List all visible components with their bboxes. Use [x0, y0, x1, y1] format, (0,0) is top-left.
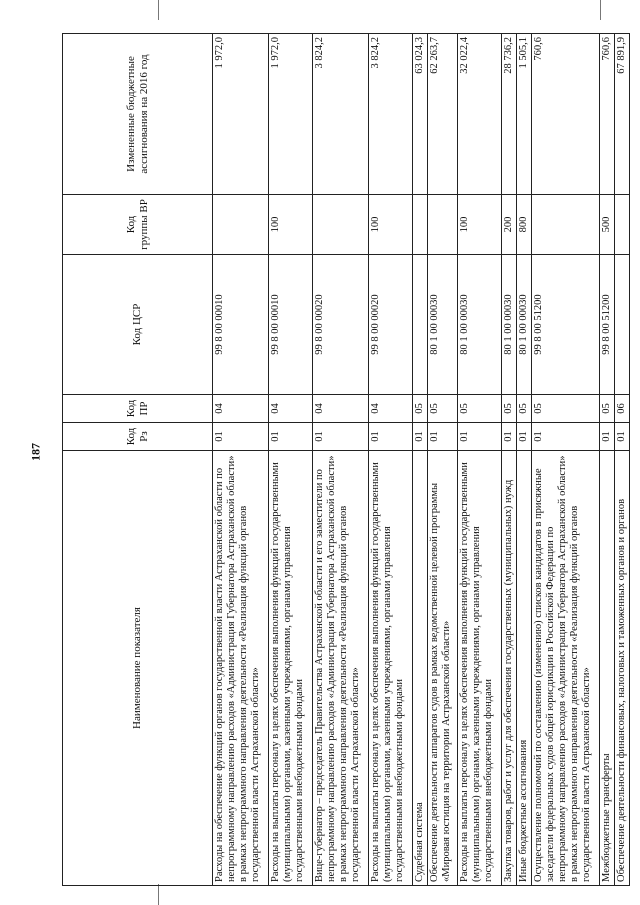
row-indicator-name: Расходы на выплаты персоналу в целях обеспечения выполнения функций государственными (муниципальными) органами, казенными учреждениями, органами управления государственными внебюджетными фондами [269, 451, 313, 886]
row-pr-code: 05 [458, 395, 502, 423]
row-csr-code: 99 8 00 51200 [532, 255, 600, 395]
row-indicator-name: Иные бюджетные ассигнования [517, 451, 532, 886]
table-row [458, 34, 502, 886]
row-pr-code: 05 [413, 395, 428, 423]
row-csr-code: 80 1 00 00030 [458, 255, 502, 395]
table-row [428, 34, 458, 886]
row-rz-code: 01 [369, 423, 413, 451]
row-vr-code [615, 195, 630, 255]
row-indicator-name: Вице-губернатор – председатель Правительства Астраханской области и его заместители по непрограммному направлению расходов «Администрация Губернатора Астраханской области» в рамках непрограммного направления деятельности «Реализация функций органов государственной власти Астраханской области» [313, 451, 369, 886]
row-csr-code [615, 255, 630, 395]
row-rz-code: 01 [413, 423, 428, 451]
row-vr-code: 100 [458, 195, 502, 255]
row-pr-code: 05 [517, 395, 532, 423]
row-budget-value: 760,6 [532, 34, 600, 195]
row-vr-code: 500 [600, 195, 615, 255]
row-rz-code: 01 [458, 423, 502, 451]
row-rz-code: 01 [269, 423, 313, 451]
header-rz-code: Код Рз [63, 423, 213, 451]
row-pr-code: 04 [313, 395, 369, 423]
row-pr-code: 04 [269, 395, 313, 423]
row-budget-value: 67 891,9 [615, 34, 630, 195]
row-pr-code: 05 [532, 395, 600, 423]
row-csr-code: 80 1 00 00030 [517, 255, 532, 395]
crop-mark [158, 0, 159, 20]
table-row [532, 34, 600, 886]
table-row [413, 34, 428, 886]
row-csr-code: 99 8 00 51200 [600, 255, 615, 395]
table-row [517, 34, 532, 886]
row-rz-code: 01 [615, 423, 630, 451]
header-csr-code: Код ЦСР [63, 255, 213, 395]
rotated-table-container [62, 34, 628, 886]
row-csr-code [413, 255, 428, 395]
row-rz-code: 01 [213, 423, 269, 451]
row-vr-code [313, 195, 369, 255]
row-pr-code: 04 [369, 395, 413, 423]
header-vr-group-code: Код группы ВР [63, 195, 213, 255]
row-indicator-name: Межбюджетные трансферты [600, 451, 615, 886]
row-rz-code: 01 [532, 423, 600, 451]
header-pr-code: Код ПР [63, 395, 213, 423]
row-indicator-name: Расходы на обеспечение функций органов государственной власти Астраханской области по непрограммному направлению расходов «Администрация Губернатора Астраханской области» в рамках непрограммного направления деятельности «Реализация функций органов государственной власти Астраханской области» [213, 451, 269, 886]
row-indicator-name: Обеспечение деятельности финансовых, налоговых и таможенных органов и органов [615, 451, 630, 886]
row-budget-value: 3 824,2 [313, 34, 369, 195]
table-row [369, 34, 413, 886]
budget-table [62, 33, 630, 886]
row-indicator-name: Осуществление полномочий по составлению (изменению) списков кандидатов в присяжные заседатели федеральных судов общей юрисдикции в Российской Федерации по непрограммному направлению расходов «Администрация Губернатора Астраханской области» в рамках непрограммного направления деятельности «Реализация функций органов государственной власти Астраханской области» [532, 451, 600, 886]
crop-mark [158, 884, 159, 905]
table-header-row [63, 34, 213, 886]
row-pr-code: 04 [213, 395, 269, 423]
row-csr-code: 80 1 00 00030 [502, 255, 517, 395]
document-page [62, 34, 628, 886]
row-indicator-name: Расходы на выплаты персоналу в целях обеспечения выполнения функций государственными (муниципальными) органами, казенными учреждениями, органами управления государственными внебюджетными фондами [369, 451, 413, 886]
row-pr-code: 05 [600, 395, 615, 423]
row-budget-value: 28 736,2 [502, 34, 517, 195]
page-number: 187 [28, 443, 43, 461]
header-budget-2016: Измененные бюджетные ассигнования на 2016 год [63, 34, 213, 195]
row-vr-code [532, 195, 600, 255]
row-csr-code: 99 8 00 00020 [313, 255, 369, 395]
row-pr-code: 05 [428, 395, 458, 423]
row-budget-value: 3 824,2 [369, 34, 413, 195]
row-indicator-name: Закупка товаров, работ и услуг для обеспечения государственных (муниципальных) нужд [502, 451, 517, 886]
row-vr-code [428, 195, 458, 255]
row-budget-value: 1 505,1 [517, 34, 532, 195]
table-row [615, 34, 630, 886]
row-rz-code: 01 [313, 423, 369, 451]
row-budget-value: 62 263,7 [428, 34, 458, 195]
row-vr-code: 800 [517, 195, 532, 255]
row-vr-code: 200 [502, 195, 517, 255]
row-pr-code: 06 [615, 395, 630, 423]
row-rz-code: 01 [428, 423, 458, 451]
row-indicator-name: Расходы на выплаты персоналу в целях обеспечения выполнения функций государственными (муниципальными) органами, казенными учреждениями, органами управления государственными внебюджетными фондами [458, 451, 502, 886]
row-budget-value: 1 972,0 [213, 34, 269, 195]
row-rz-code: 01 [600, 423, 615, 451]
table-row [502, 34, 517, 886]
row-budget-value: 760,6 [600, 34, 615, 195]
row-budget-value: 1 972,0 [269, 34, 313, 195]
row-csr-code: 80 1 00 00030 [428, 255, 458, 395]
row-budget-value: 63 024,3 [413, 34, 428, 195]
row-csr-code: 99 8 00 00020 [369, 255, 413, 395]
table-row [313, 34, 369, 886]
row-budget-value: 32 022,4 [458, 34, 502, 195]
table-row [600, 34, 615, 886]
header-indicator-name: Наименование показателя [63, 451, 213, 886]
row-pr-code: 05 [502, 395, 517, 423]
row-vr-code: 100 [369, 195, 413, 255]
row-indicator-name: Обеспечение деятельности аппаратов судов в рамках ведомственной целевой программы «Мировая юстиция на территории Астраханской области» [428, 451, 458, 886]
row-rz-code: 01 [517, 423, 532, 451]
row-vr-code [213, 195, 269, 255]
row-rz-code: 01 [502, 423, 517, 451]
row-csr-code: 99 8 00 00010 [213, 255, 269, 395]
row-vr-code [413, 195, 428, 255]
row-csr-code: 99 8 00 00010 [269, 255, 313, 395]
crop-mark [600, 0, 601, 20]
table-row [213, 34, 269, 886]
table-row [269, 34, 313, 886]
row-indicator-name: Судебная система [413, 451, 428, 886]
row-vr-code: 100 [269, 195, 313, 255]
